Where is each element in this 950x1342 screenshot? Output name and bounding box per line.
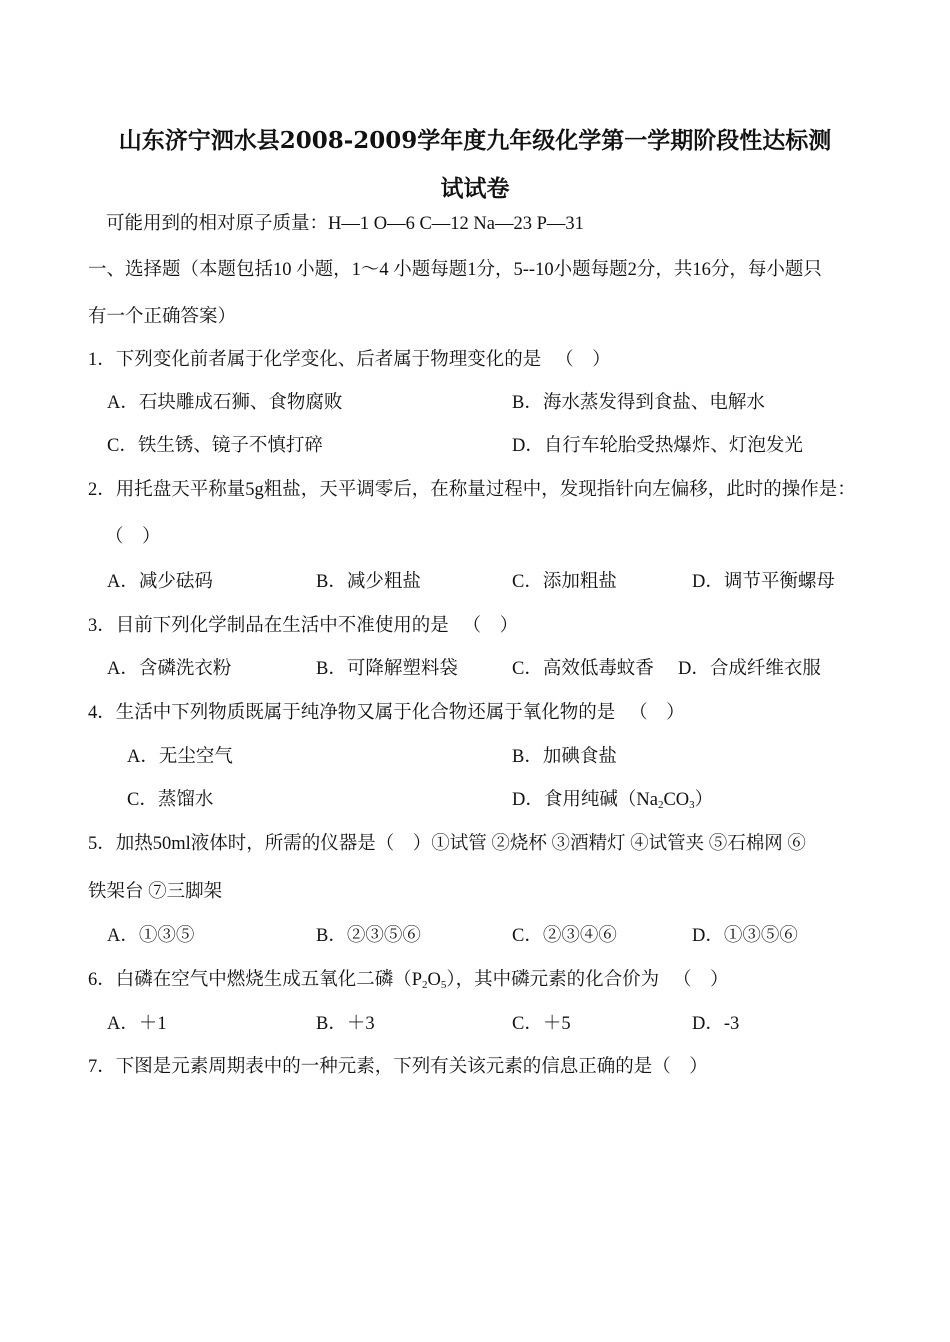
document-title-line2: 试试卷	[440, 175, 510, 202]
question-1-stem: 1．下列变化前者属于化学变化、后者属于物理变化的是 （ ）	[88, 350, 611, 370]
question-3-option-a: A．含磷洗衣粉	[107, 659, 232, 679]
document-title-line1: 山东济宁泗水县2008-2009学年度九年级化学第一学期阶段性达标测	[118, 127, 832, 154]
question-4-option-d: D．食用纯碱$(Na_2CO_3)$	[512, 790, 714, 811]
question-1-option-a: A．石块雕成石狮、食物腐败	[107, 393, 343, 413]
question-6-option-a: A．＋1	[107, 1014, 167, 1034]
question-4-option-c: C．蒸馏水	[127, 790, 214, 810]
question-2-option-d: D．调节平衡螺母	[692, 572, 835, 592]
section-heading-line1: 一、选择题（本题包括10 小题，1～4 小题每题1分，5--10小题每题2分，共16分，每小题只	[88, 260, 822, 280]
question-2-option-b: B．减少粗盐	[316, 572, 421, 592]
question-6-option-b: B．＋3	[316, 1014, 375, 1034]
question-2-option-a: A．减少砝码	[107, 572, 213, 592]
question-7-stem: 7．下图是元素周期表中的一种元素，下列有关该元素的信息正确的是（ ）	[88, 1057, 708, 1077]
question-5-option-c: C．②③④⑥	[512, 926, 617, 946]
atomic-masses-note: 可能用到的相对原子质量：H—1 O—6 C—12 Na—23 P—31	[106, 214, 584, 234]
question-2-option-c: C．添加粗盐	[512, 572, 617, 592]
question-5-option-a: A．①③⑤	[107, 926, 195, 946]
question-5-stem-line1: 5．加热50ml液体时，所需的仪器是（ ）①试管 ②烧杯 ③酒精灯 ④试管夹 ⑤石棉网 ⑥	[88, 834, 806, 854]
question-6-option-d: D．-3	[692, 1014, 740, 1034]
question-3-option-b: B．可降解塑料袋	[316, 659, 458, 679]
question-1-option-b: B．海水蒸发得到食盐、电解水	[512, 393, 765, 413]
question-6-option-c: C．＋5	[512, 1014, 571, 1034]
question-4-option-b: B．加碘食盐	[512, 747, 617, 767]
question-5-option-d: D．①③⑤⑥	[692, 926, 798, 946]
question-2-answer-paren: （ ）	[105, 527, 161, 547]
question-5-stem-line2: 铁架台 ⑦三脚架	[88, 882, 223, 902]
section-heading-line2: 有一个正确答案）	[88, 307, 237, 327]
question-3-option-d: D．合成纤维衣服	[678, 659, 821, 679]
question-3-stem: 3．目前下列化学制品在生活中不准使用的是 （ ）	[88, 616, 519, 636]
question-5-option-b: B．②③⑤⑥	[316, 926, 421, 946]
question-4-option-a: A．无尘空气	[127, 747, 233, 767]
question-2-stem: 2．用托盘天平称量5g粗盐，天平调零后，在称量过程中，发现指针向左偏移，此时的操作是：	[88, 480, 856, 500]
question-1-option-c: C．铁生锈、镜子不慎打碎	[107, 436, 323, 456]
question-4-stem: 4．生活中下列物质既属于纯净物又属于化合物还属于氧化物的是 （ ）	[88, 703, 685, 723]
question-6-stem: 6．白磷在空气中燃烧生成五氧化二磷$(P_2O_5)$，其中磷元素的化合价为 （ ）	[88, 970, 729, 991]
question-3-option-c: C．高效低毒蚊香	[512, 659, 654, 679]
question-1-option-d: D．自行车轮胎受热爆炸、灯泡发光	[512, 436, 803, 456]
